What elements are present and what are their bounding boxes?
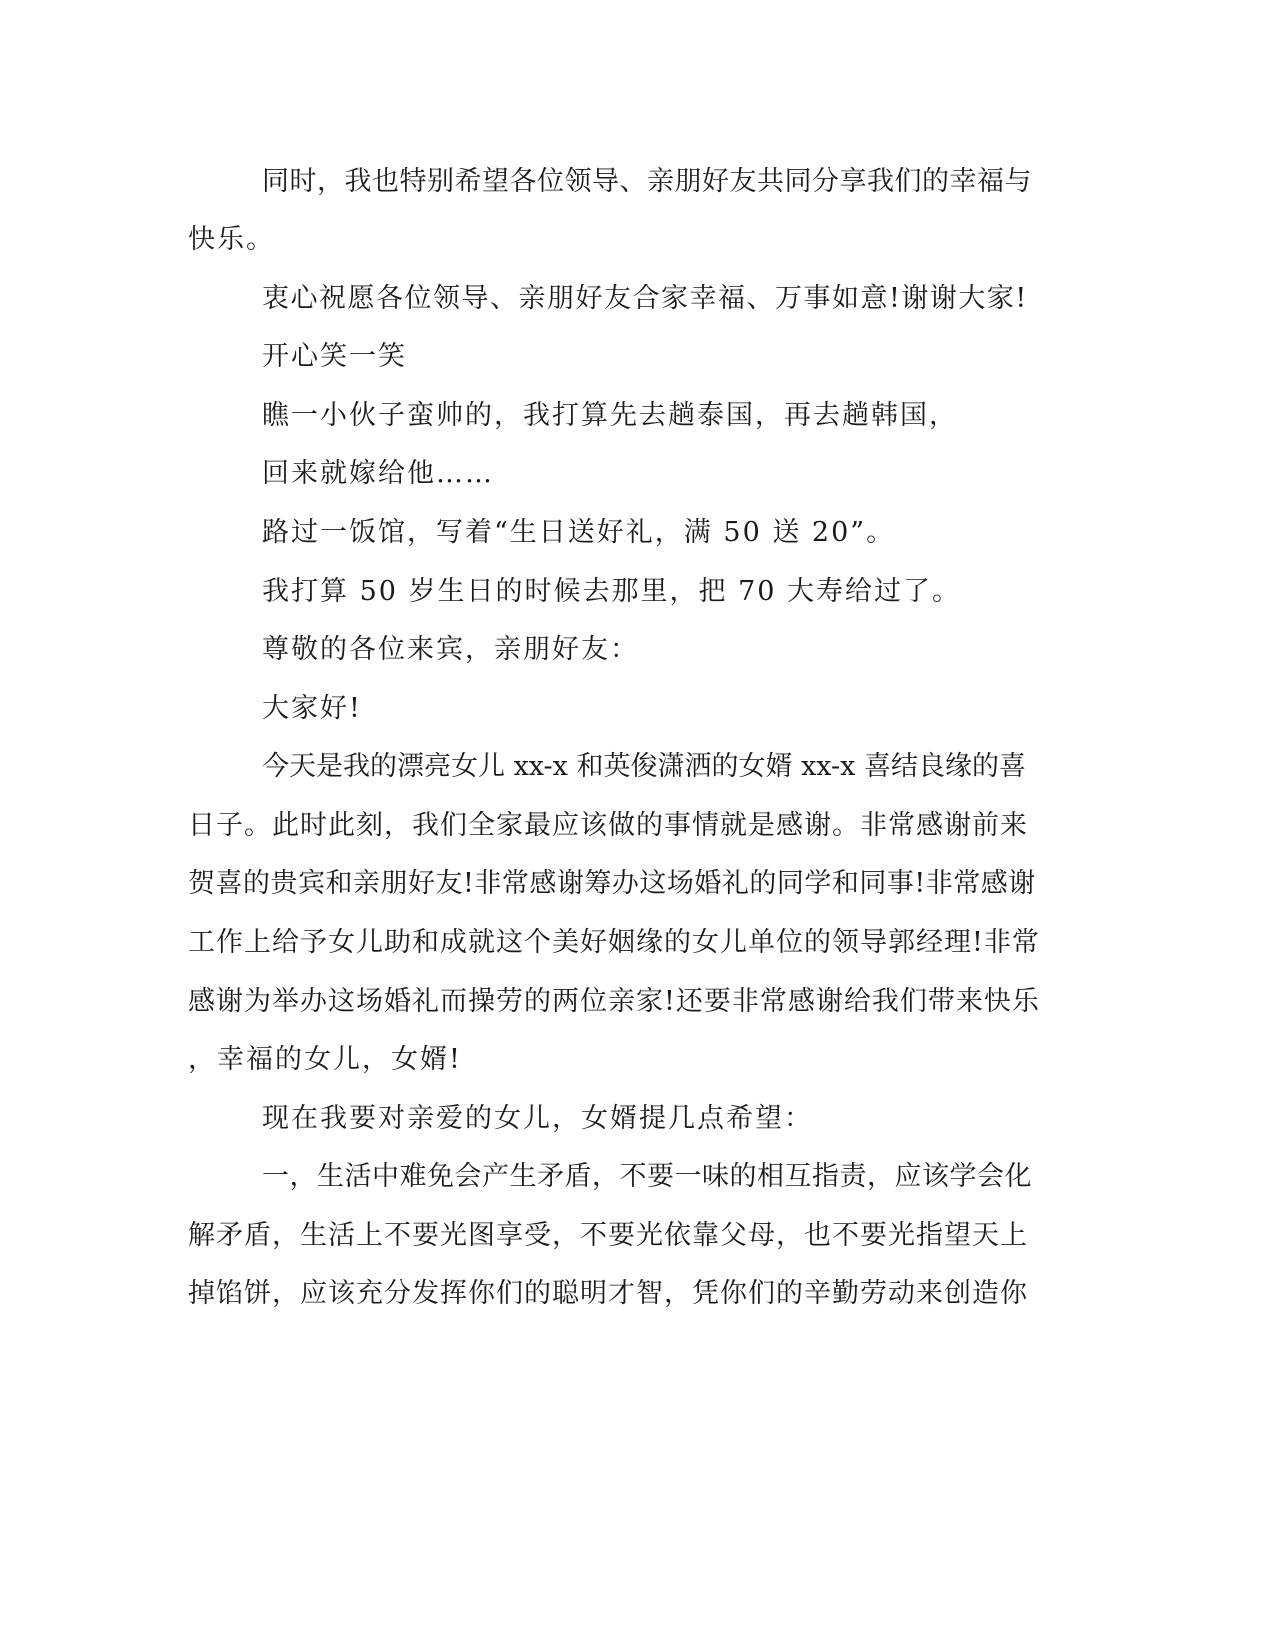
- paragraph-line: 衷心祝愿各位领导、亲朋好友合家幸福、万事如意!谢谢大家!: [262, 283, 1028, 314]
- paragraph-line: 路过一饭馆，写着“生日送好礼，满 50 送 20”。: [262, 517, 896, 548]
- paragraph-line: 贺喜的贵宾和亲朋好友!非常感谢筹办这场婚礼的同学和同事!非常感谢: [188, 868, 1036, 899]
- paragraph-line: 瞧一小伙子蛮帅的，我打算先去趟泰国，再去趟韩国，: [262, 400, 958, 431]
- paragraph-line: 今天是我的漂亮女儿 xx-x 和英俊潇洒的女婿 xx-x 喜结良缘的喜: [262, 751, 1026, 782]
- paragraph-line: 现在我要对亲爱的女儿，女婿提几点希望：: [262, 1103, 813, 1134]
- paragraph-line: 解矛盾，生活上不要光图享受，不要光依靠父母，也不要光指望天上: [188, 1220, 1028, 1251]
- section-heading: 开心笑一笑: [262, 341, 407, 372]
- paragraph-line: 掉馅饼，应该充分发挥你们的聪明才智，凭你们的辛勤劳动来创造你: [188, 1278, 1028, 1309]
- paragraph-line: 日子。此时此刻，我们全家最应该做的事情就是感谢。非常感谢前来: [188, 810, 1028, 841]
- greeting: 大家好!: [262, 693, 362, 724]
- paragraph-line: 同时，我也特别希望各位领导、亲朋好友共同分享我们的幸福与: [262, 166, 1032, 197]
- paragraph-line: 我打算 50 岁生日的时候去那里，把 70 大寿给过了。: [262, 576, 962, 607]
- paragraph-line: 回来就嫁给他……: [262, 458, 494, 489]
- salutation: 尊敬的各位来宾，亲朋好友：: [262, 634, 639, 665]
- paragraph-line: 一，生活中难免会产生矛盾，不要一味的相互指责，应该学会化: [262, 1161, 1032, 1192]
- paragraph-line: 快乐。: [188, 224, 275, 255]
- paragraph-line: ，幸福的女儿，女婿!: [188, 1044, 462, 1075]
- paragraph-line: 感谢为举办这场婚礼而操劳的两位亲家!还要非常感谢给我们带来快乐: [188, 986, 1040, 1017]
- paragraph-line: 工作上给予女儿助和成就这个美好姻缘的女儿单位的领导郭经理!非常: [188, 927, 1040, 958]
